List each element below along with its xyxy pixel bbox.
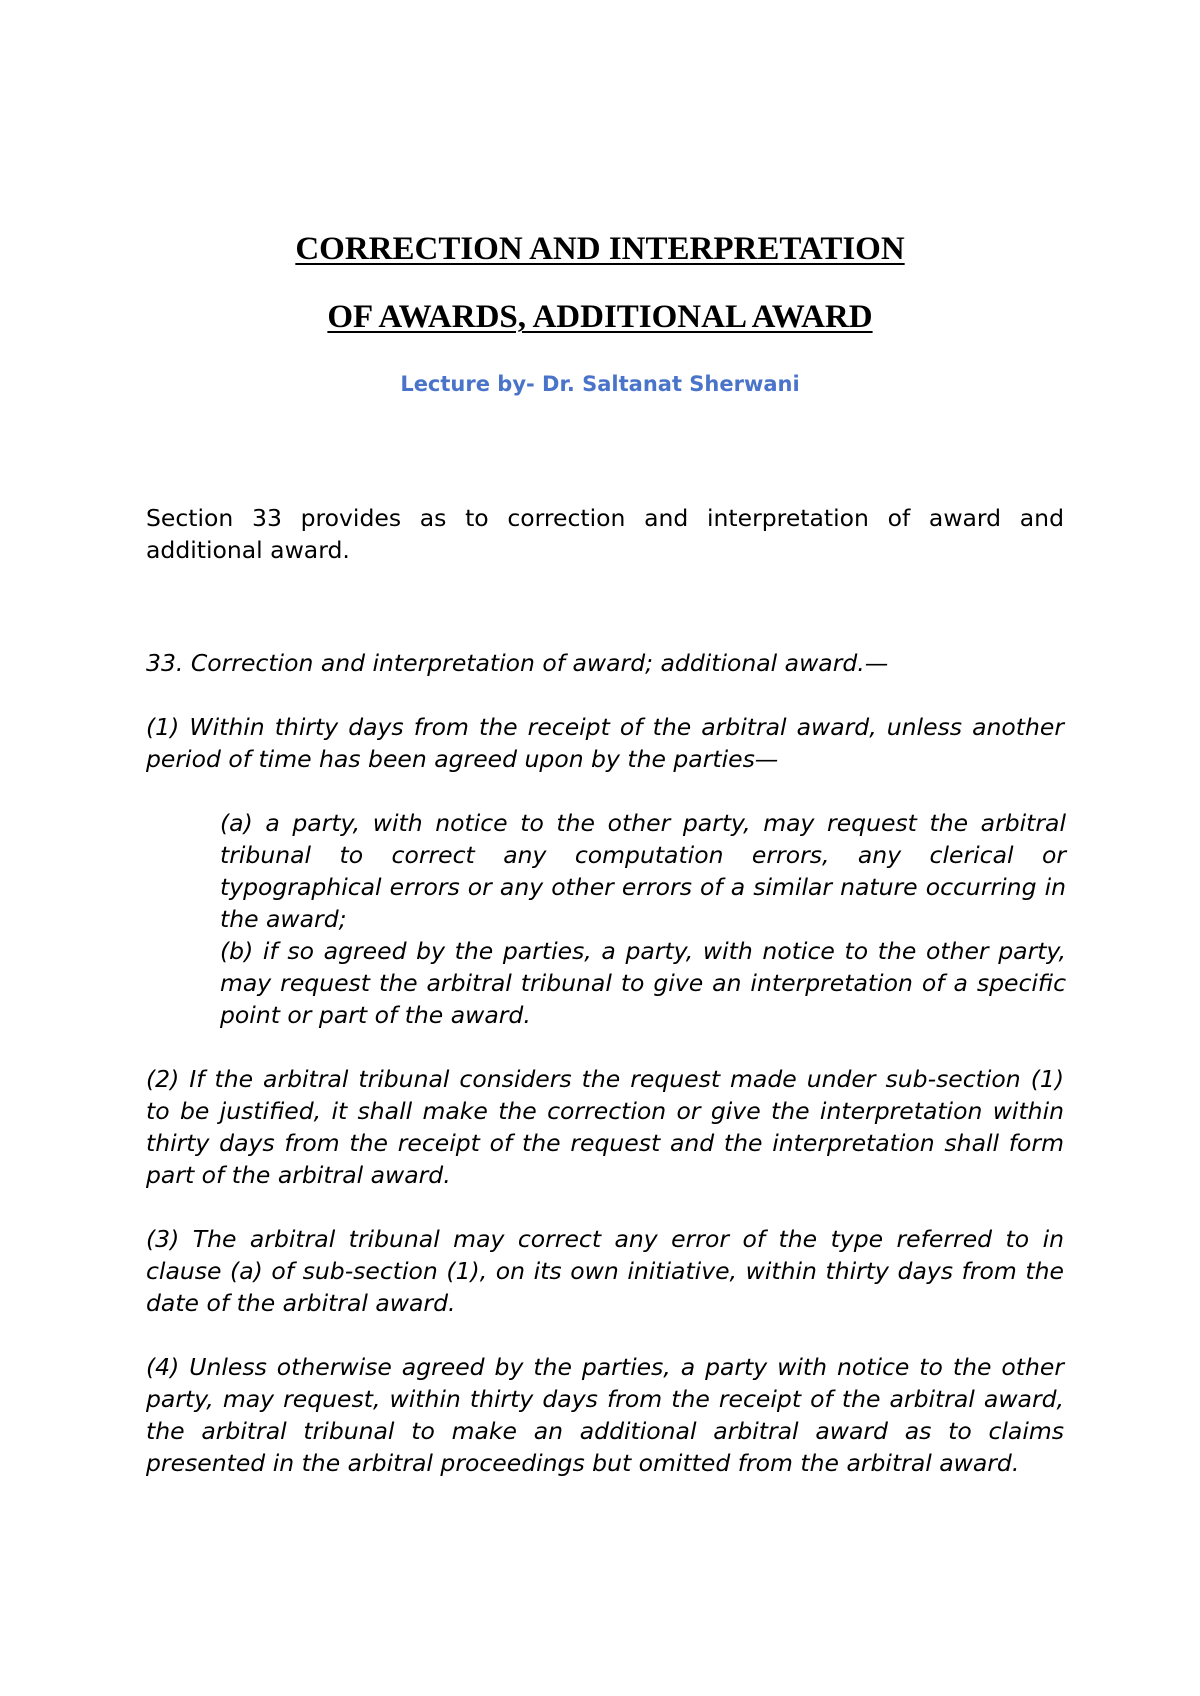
title-line-1: CORRECTION AND INTERPRETATION	[295, 231, 905, 267]
title-line-2: OF AWARDS, ADDITIONAL AWARD	[327, 299, 873, 335]
subsection-4: (4) Unless otherwise agreed by the parties, a party with notice to the other party, may request, within thirty days from the receipt of the arbitral award, the arbitral tribunal to make an additional arbitral award as to claims presented in the arbitral proceedings but omitted from the arbitral award.	[146, 1353, 1064, 1477]
subsection-2: (2) If the arbitral tribunal considers the request made under sub-section (1) to be justified, it shall make the correction or give the interpretation within thirty days from the receipt of the request and the interpretation shall form part of the arbitral award.	[146, 1065, 1064, 1189]
clause-a: (a) a party, with notice to the other party, may request the arbitral tribunal to correct any computation errors, any clerical or typographical errors or any other errors of a similar nature occurring in the award;	[220, 809, 1066, 933]
section-33-heading: 33. Correction and interpretation of award; additional award.—	[146, 649, 889, 677]
subsection-3: (3) The arbitral tribunal may correct any error of the type referred to in clause (a) of sub-section (1), on its own initiative, within thirty days from the date of the arbitral award.	[146, 1225, 1064, 1317]
subsection-1: (1) Within thirty days from the receipt of the arbitral award, unless another period of time has been agreed upon by the parties—	[146, 713, 1064, 773]
intro-paragraph: Section 33 provides as to correction and interpretation of award and additional award.	[146, 504, 1064, 564]
clause-b: (b) if so agreed by the parties, a party, with notice to the other party, may request the arbitral tribunal to give an interpretation of a specific point or part of the award.	[220, 937, 1066, 1029]
lecture-byline: Lecture by- Dr. Saltanat Sherwani	[400, 372, 800, 396]
